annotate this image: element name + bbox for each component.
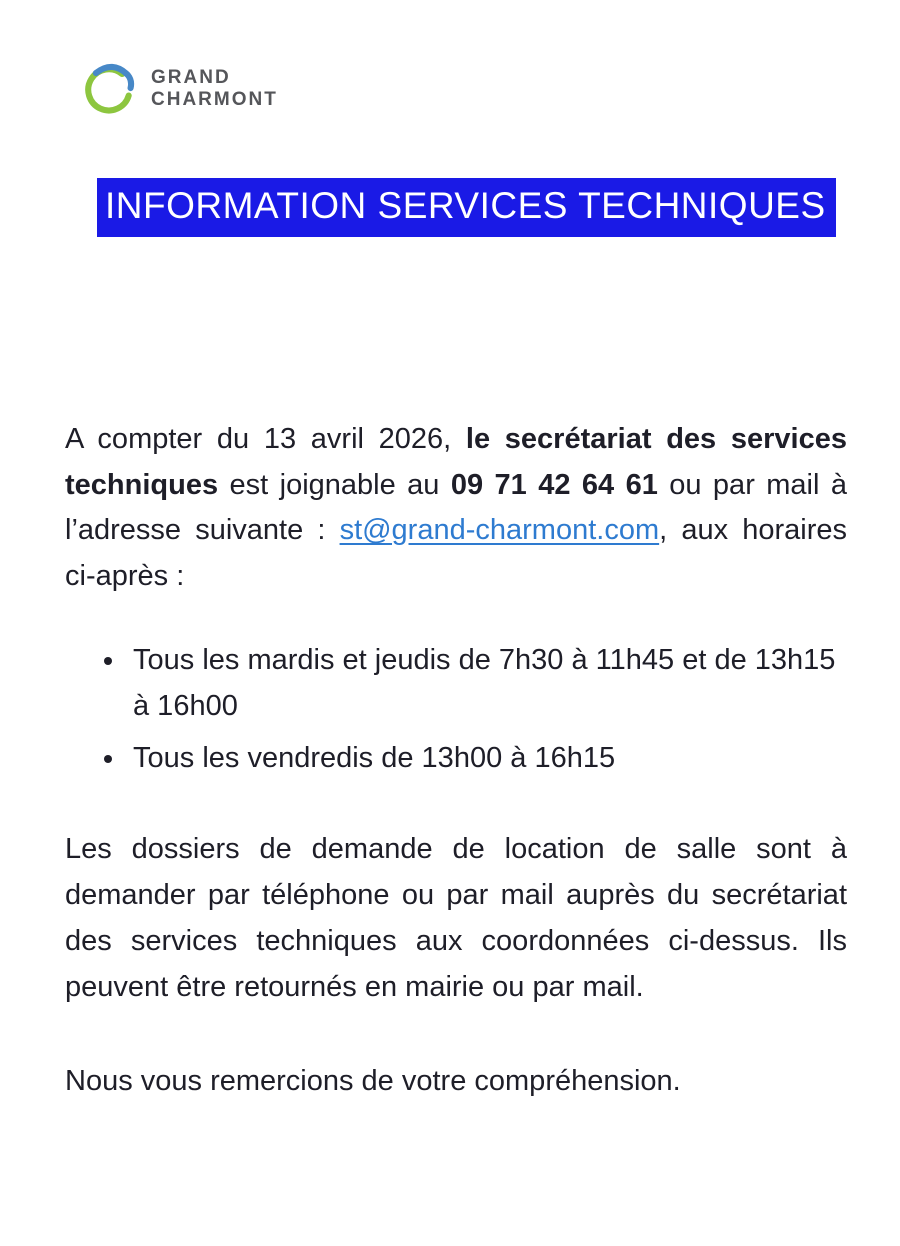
intro-seg-bold-services: le secrétariat des services techniques [65,422,847,501]
list-item-tuesday-thursday: • Tous les mardis et jeudis de 7h30 à 11h45 et de 13h15 à 16h00 [127,638,847,730]
document-body [65,417,847,1105]
list-item-friday: • Tous les vendredis de 13h00 à 16h15 [127,736,847,782]
intro-seg-1: A compter du 13 avril 2026, [65,422,466,455]
intro-seg-3: est joignable au [218,468,451,501]
logo-line-2: CHARMONT [151,89,278,110]
intro-seg-5: ou par mail à l’adresse suivante : [65,468,847,547]
title-banner [97,178,836,237]
grand-charmont-logo-icon [79,58,139,120]
logo-line-1: GRAND [151,67,231,89]
paragraph-room-booking: Les dossiers de demande de location de salle sont à demander par téléphone ou par mail auprès du secrétariat des services techniques aux coordonnées ci-dessus. Ils peuvent être retournés en mairie ou par mail. [65,833,847,1003]
hours-list [65,638,847,781]
intro-paragraph [65,417,847,600]
page-title: INFORMATION SERVICES TECHNIQUES [105,185,826,226]
intro-seg-6: , aux horaires ci-après : [65,514,847,593]
logo-text [151,67,278,111]
email-link[interactable]: st@grand-charmont.com [339,514,660,547]
phone-number: 09 71 42 64 61 [450,468,658,501]
logo [79,58,847,120]
paragraph-thanks: Nous vous remercions de votre compréhension. [65,1064,681,1097]
